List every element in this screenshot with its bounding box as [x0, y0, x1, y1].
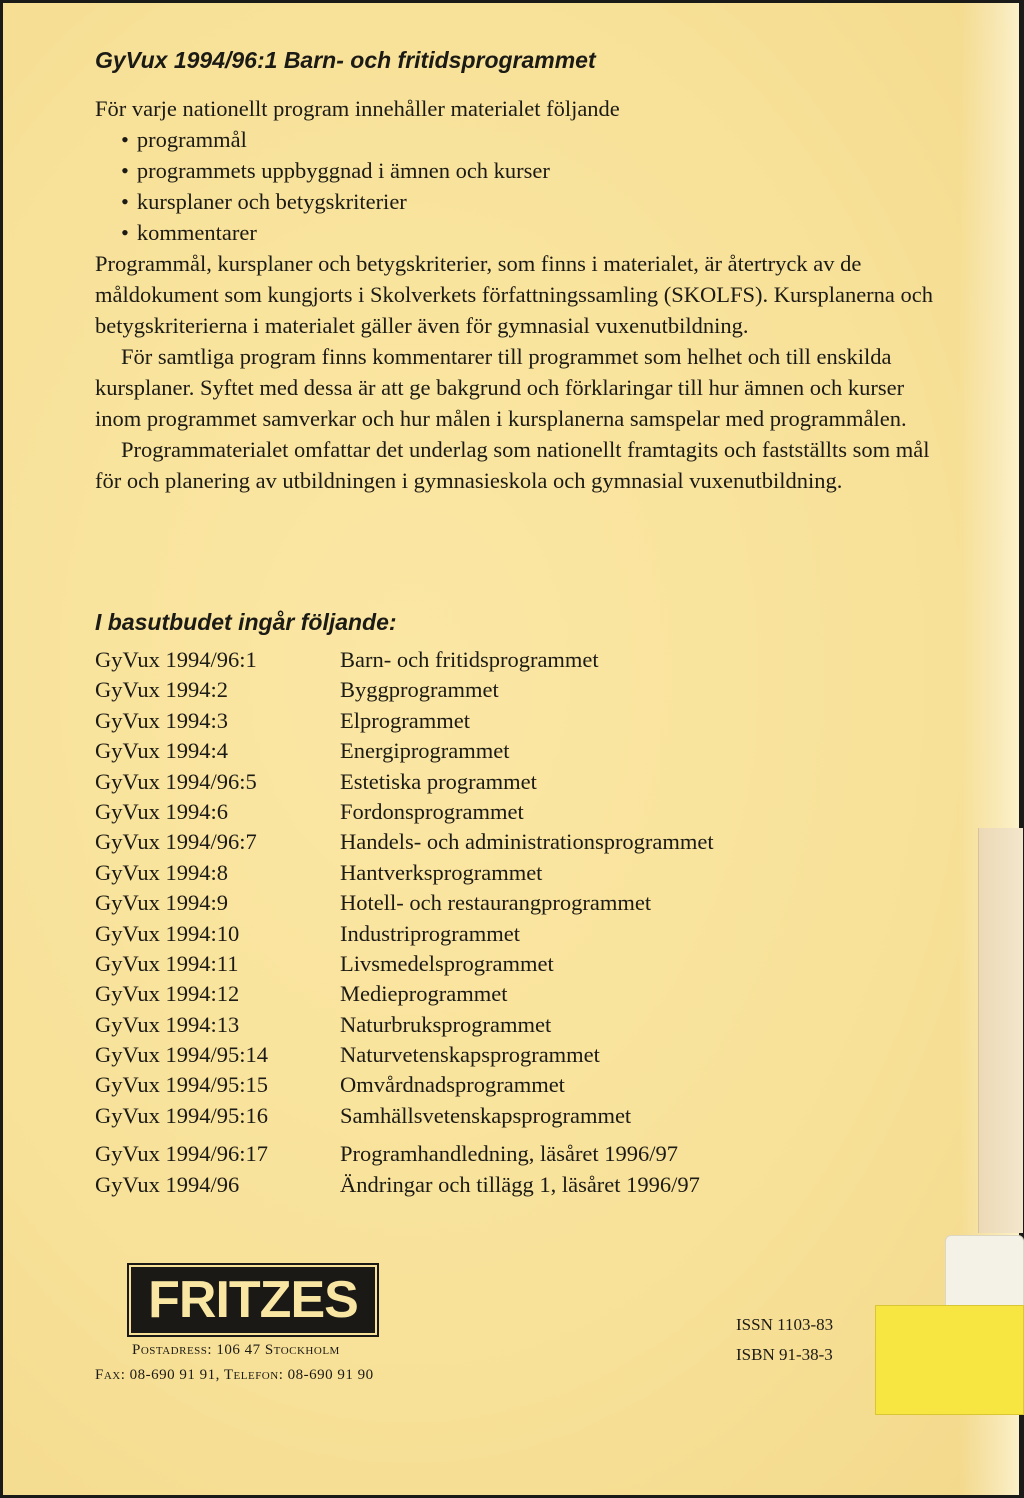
publisher-info: [95, 1338, 435, 1388]
catalog-name: Fordonsprogrammet: [340, 798, 524, 824]
catalog-code: GyVux 1994:9: [95, 890, 229, 916]
catalog-name: Estetiska programmet: [340, 768, 537, 794]
yellow-price-sticker: [875, 1305, 1024, 1415]
catalog-heading: I basutbudet ingår följande:: [95, 609, 397, 635]
book-identifiers: [736, 1310, 872, 1370]
catalog-name: Livsmedelsprogrammet: [340, 950, 554, 976]
catalog-name: Samhällsvetenskapsprogrammet: [340, 1102, 632, 1128]
catalog-code: GyVux 1994/95:16: [95, 1102, 269, 1128]
library-label-sticker: [978, 828, 1023, 1233]
catalog-row: [95, 736, 855, 766]
catalog-name: Byggprogrammet: [340, 677, 499, 703]
catalog-name: Programhandledning, läsåret 1996/97: [340, 1141, 679, 1167]
catalog-code: GyVux 1994/96:1: [95, 647, 257, 672]
catalog-name: Omvårdnadsprogrammet: [340, 1072, 565, 1098]
paragraph-comments: För samtliga program finns kommentarer till programmet som helhet och till enskilda kursplaner. Syftet med dessa är att ge bakgrund och förklaringar till hur ämnen och kurser inom programmet samverkar och hur målen i kursplanerna samspelar med programmålen.: [95, 344, 907, 431]
catalog-code: GyVux 1994:2: [95, 677, 229, 703]
catalog-code: GyVux 1994:8: [95, 859, 229, 885]
catalog-row: [95, 827, 855, 857]
catalog-name: Elprogrammet: [340, 707, 470, 733]
catalog-row: [95, 1010, 855, 1040]
catalog-row: [95, 979, 855, 1009]
catalog-row-extra: [95, 1139, 855, 1169]
intro-text: [95, 93, 945, 496]
catalog-name: Ändringar och tillägg 1, läsåret 1996/97: [340, 1171, 700, 1197]
catalog-row: [95, 767, 855, 797]
catalog-code: GyVux 1994/95:15: [95, 1072, 269, 1098]
catalog-code: GyVux 1994:3: [95, 707, 229, 733]
book-back-cover: [3, 3, 1019, 1495]
catalog-code: GyVux 1994/96:5: [95, 768, 257, 794]
publisher-address-text: Postadress: 106 47 Stockholm: [132, 1342, 340, 1358]
catalog-row: [95, 706, 855, 736]
catalog-name: Industriprogrammet: [340, 920, 520, 946]
catalog-name: Hotell- och restaurangprogrammet: [340, 890, 652, 916]
bullet-item: • kommentarer: [95, 217, 945, 248]
bullet-item: • programmets uppbyggnad i ämnen och kurser: [95, 155, 945, 186]
catalog-name: Barn- och fritidsprogrammet: [340, 647, 599, 672]
catalog-row: [95, 1070, 855, 1100]
isbn-number: ISBN 91-38-3: [736, 1345, 833, 1364]
catalog-code: GyVux 1994:4: [95, 738, 229, 764]
publisher-contact-text: Fax: 08-690 91 91, Telefon: 08-690 91 90: [95, 1367, 374, 1383]
catalog-row-extra: [95, 1170, 855, 1200]
catalog-row: [95, 797, 855, 827]
catalog-code: GyVux 1994/95:14: [95, 1042, 269, 1068]
paragraph-scope: Programmaterialet omfattar det underlag som nationellt framtagits och fastställts som mål för och planering av utbildningen i gymnasieskola och gymnasial vuxenutbildning.: [95, 437, 930, 493]
catalog-name: Medieprogrammet: [340, 981, 508, 1007]
catalog-row: [95, 645, 855, 675]
catalog-name: Energiprogrammet: [340, 738, 510, 764]
catalog-code: GyVux 1994:13: [95, 1011, 240, 1037]
catalog-row: [95, 675, 855, 705]
contents-bullet-list: [95, 124, 945, 248]
publisher-contact: [95, 1363, 435, 1388]
catalog-name: Naturbruksprogrammet: [340, 1011, 552, 1037]
catalog-code: GyVux 1994/96: [95, 1171, 240, 1197]
catalog-name: Handels- och administrationsprogrammet: [340, 829, 714, 855]
catalog-row: [95, 888, 855, 918]
fritzes-logo: FRITZES: [131, 1267, 375, 1333]
catalog-code: GyVux 1994:12: [95, 981, 240, 1007]
publisher-address: [95, 1338, 435, 1363]
cover-title: GyVux 1994/96:1 Barn- och fritidsprogrammet: [95, 47, 596, 73]
intro-lead: För varje nationellt program innehåller materialet följande: [95, 96, 620, 121]
catalog-row: [95, 949, 855, 979]
catalog-code: GyVux 1994/96:7: [95, 829, 257, 855]
catalog-name: Hantverksprogrammet: [340, 859, 543, 885]
catalog-row: [95, 1040, 855, 1070]
catalog-row: [95, 858, 855, 888]
bullet-item: • kursplaner och betygskriterier: [95, 186, 945, 217]
catalog-code: GyVux 1994:10: [95, 920, 240, 946]
paragraph-reprint: Programmål, kursplaner och betygskriterier, som finns i materialet, är återtryck av de måldokument som kungjorts i Skolverkets författningssamling (SKOLFS). Kursplanerna och betygskriterierna i materialet gäller även för gymnasial vuxenutbildning.: [95, 251, 934, 338]
catalog-code: GyVux 1994:6: [95, 798, 229, 824]
catalog-row: [95, 919, 855, 949]
catalog-row: [95, 1101, 855, 1131]
catalog-code: GyVux 1994:11: [95, 950, 239, 976]
catalog-name: Naturvetenskapsprogrammet: [340, 1042, 600, 1068]
catalog-list: [95, 645, 855, 1200]
bullet-item: • programmål: [95, 124, 945, 155]
issn-number: ISSN 1103-83: [736, 1315, 834, 1334]
catalog-code: GyVux 1994/96:17: [95, 1141, 269, 1167]
